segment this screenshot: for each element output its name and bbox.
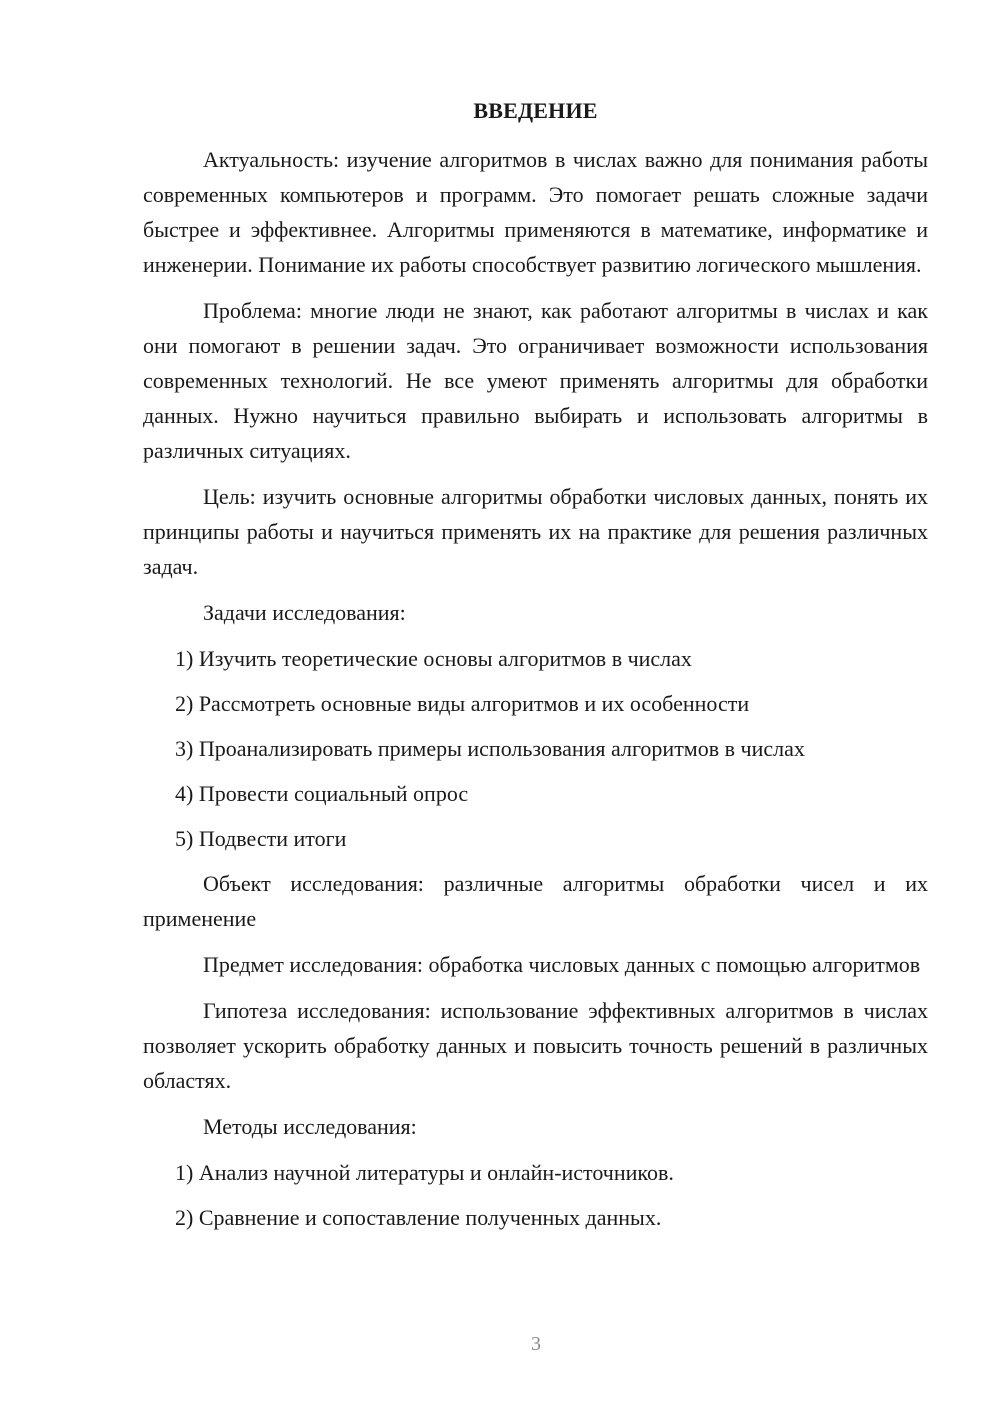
list-item: 3) Проанализировать примеры использования алгоритмов в числах: [175, 736, 805, 761]
methods-label: Методы исследования:: [203, 1114, 417, 1139]
object-paragraph: Объект исследования: различные алгоритмы обработки чисел и их применение: [143, 871, 928, 931]
hypothesis-paragraph: Гипотеза исследования: использование эффективных алгоритмов в числах позволяет ускорить обработку данных и повысить точность решений в различных областях.: [143, 998, 928, 1093]
list-item: 4) Провести социальный опрос: [175, 781, 469, 806]
list-item: 1) Анализ научной литературы и онлайн-источников.: [175, 1160, 674, 1185]
problem-paragraph: Проблема: многие люди не знают, как работают алгоритмы в числах и как они помогают в решении задач. Это ограничивает возможности использования современных технологий. Не все умеют применять алгоритмы для обработки данных. Нужно научиться правильно выбирать и использовать алгоритмы в различных ситуациях.: [143, 298, 928, 463]
list-item: 1) Изучить теоретические основы алгоритмов в числах: [175, 646, 692, 671]
page-title: ВВЕДЕНИЕ: [473, 98, 598, 123]
page-content: [143, 94, 928, 1245]
tasks-list: [143, 641, 928, 856]
tasks-label: Задачи исследования:: [203, 600, 406, 625]
goal-paragraph: Цель: изучить основные алгоритмы обработки числовых данных, понять их принципы работы и научиться применять их на практике для решения различных задач.: [143, 484, 928, 579]
methods-list: [143, 1155, 928, 1235]
list-item: 5) Подвести итоги: [175, 826, 347, 851]
page-number: 3: [531, 1333, 541, 1355]
list-item: 2) Рассмотреть основные виды алгоритмов и их особенности: [175, 691, 750, 716]
list-item: 2) Сравнение и сопоставление полученных данных.: [175, 1205, 662, 1230]
subject-paragraph: Предмет исследования: обработка числовых данных с помощью алгоритмов: [203, 952, 921, 977]
relevance-paragraph: Актуальность: изучение алгоритмов в числах важно для понимания работы современных компьютеров и программ. Это помогает решать сложные задачи быстрее и эффективнее. Алгоритмы применяются в математике, информатике и инженерии. Понимание их работы способствует развитию логического мышления.: [143, 147, 928, 277]
